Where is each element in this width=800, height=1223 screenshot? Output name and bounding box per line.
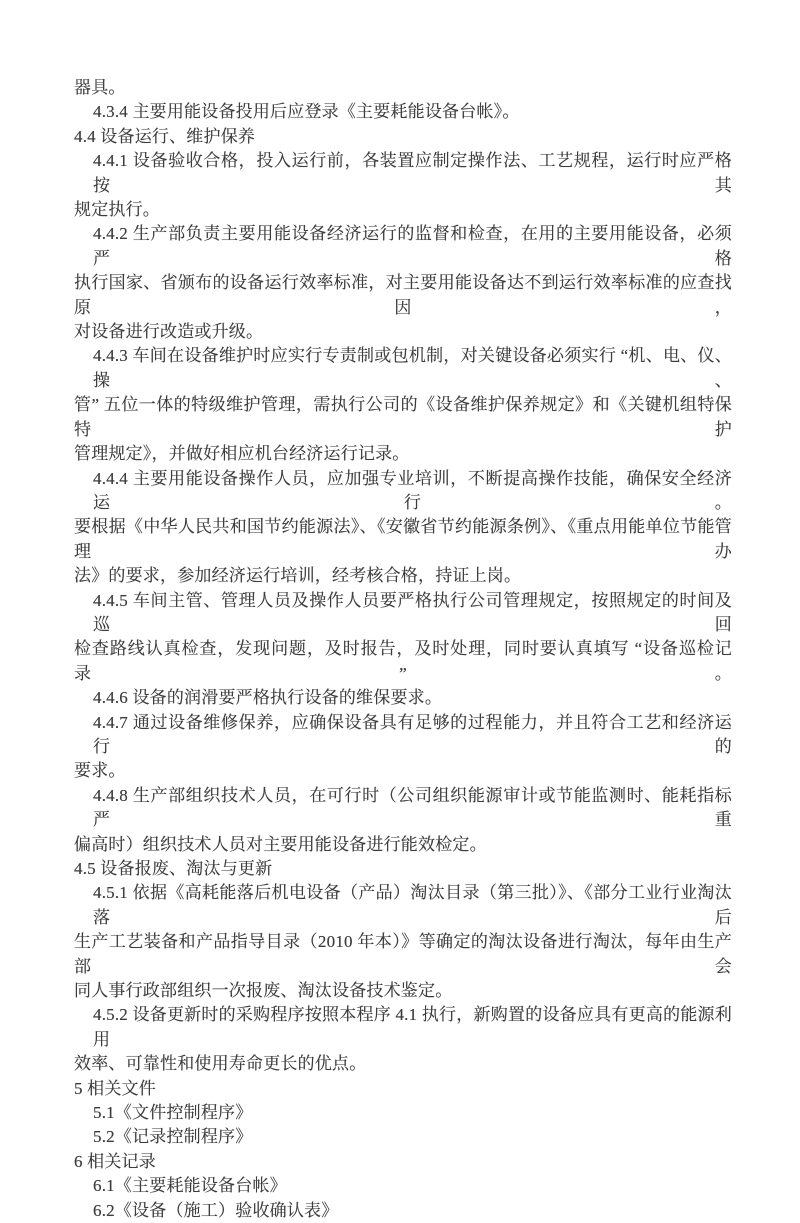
document-line: 同人事行政部组织一次报废、淘汰设备技术鉴定。 — [74, 981, 453, 1001]
document-body — [74, 76, 732, 1223]
document-line: 法》的要求，参加经济运行培训，经考核合格，持证上岗。 — [74, 566, 522, 586]
document-line: 效率、可靠性和使用寿命更长的优点。 — [74, 1054, 367, 1074]
document-line: 4.4.4 主要用能设备操作人员，应加强专业培训，不断提高操作技能，确保安全经济运行。 — [93, 468, 732, 512]
document-line: 4.4.3 车间在设备维护时应实行专责制或包机制，对关键设备必须实行 “机、电、仪、操、 — [93, 346, 732, 390]
document-line: 管” 五位一体的特级维护管理，需执行公司的《设备维护保养规定》和《关键机组特保特护 — [74, 395, 732, 439]
document-line: 5 相关文件 — [74, 1078, 156, 1098]
document-line: 要求。 — [74, 761, 126, 781]
document-line: 4.5 设备报废、淘汰与更新 — [74, 859, 273, 878]
document-line: 检查路线认真检查，发现问题，及时报告，及时处理，同时要认真填写 “设备巡检记录”。 — [74, 639, 732, 683]
document-line: 4.4.1 设备验收合格，投入运行前，各装置应制定操作法、工艺规程，运行时应严格按其 — [93, 151, 732, 195]
document-line: 5.1《文件控制程序》 — [93, 1103, 253, 1123]
document-line: 4.5.1 依据《高耗能落后机电设备（产品）淘汰目录（第三批）》、《部分工业行业淘汰落后 — [93, 883, 732, 927]
document-line: 规定执行。 — [74, 200, 160, 220]
document-line: 管理规定》，并做好相应机台经济运行记录。 — [74, 444, 410, 464]
document-line: 要根据《中华人民共和国节约能源法》、《安徽省节约能源条例》、《重点用能单位节能管理办 — [74, 517, 732, 561]
document-line: 4.4.8 生产部组织技术人员，在可行时（公司组织能源审计或节能监测时、能耗指标严重 — [93, 785, 732, 830]
document-line: 5.2《记录控制程序》 — [93, 1127, 253, 1147]
document-line: 4.4 设备运行、维护保养 — [74, 126, 256, 146]
document-line: 6.2《设备（施工）验收确认表》 — [93, 1200, 339, 1220]
document-line: 4.4.2 生产部负责主要用能设备经济运行的监督和检查，在用的主要用能设备，必须严格 — [93, 224, 732, 268]
document-line: 4.5.2 设备更新时的采购程序按照本程序 4.1 执行，新购置的设备应具有更高的能源利用 — [93, 1005, 732, 1049]
document-line: 4.4.5 车间主管、管理人员及操作人员要严格执行公司管理规定，按照规定的时间及巡回 — [93, 590, 732, 634]
document-line: 4.4.7 通过设备维修保养，应确保设备具有足够的过程能力，并且符合工艺和经济运行的 — [93, 712, 732, 756]
document-line: 器具。 — [74, 78, 126, 97]
document-line: 对设备进行改造或升级。 — [74, 322, 264, 342]
document-line: 执行国家、省颁布的设备运行效率标准，对主要用能设备达不到运行效率标准的应查找原因， — [74, 273, 732, 317]
document-line: 偏高时）组织技术人员对主要用能设备进行能效检定。 — [74, 834, 487, 854]
document-line: 4.4.6 设备的润滑要严格执行设备的维保要求。 — [93, 688, 443, 708]
document-line: 6.1《主要耗能设备台帐》 — [93, 1176, 287, 1196]
document-line: 6 相关记录 — [74, 1151, 156, 1171]
document-line: 生产工艺装备和产品指导目录（2010 年本）》等确定的淘汰设备进行淘汰，每年由生产部会 — [74, 932, 732, 976]
document-line: 4.3.4 主要用能设备投用后应登录《主要耗能设备台帐》。 — [93, 102, 520, 122]
